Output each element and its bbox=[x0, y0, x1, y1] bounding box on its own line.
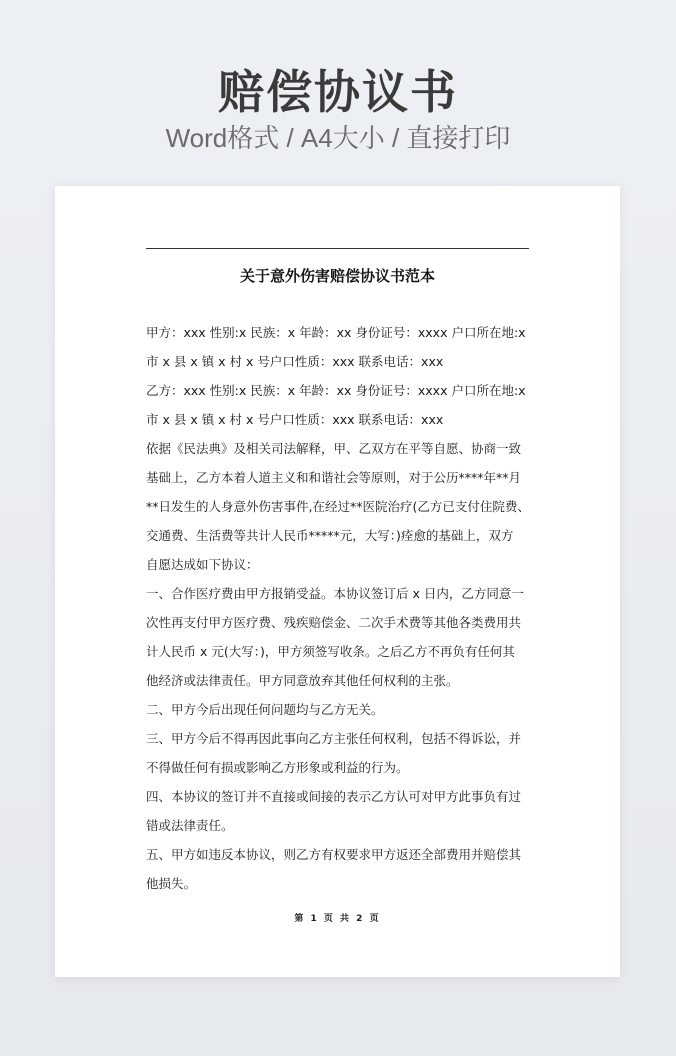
body-line: 五、甲方如违反本协议，则乙方有权要求甲方返还全部费用并赔偿其 bbox=[146, 847, 522, 862]
header-divider bbox=[146, 248, 529, 249]
body-line: 计人民币 x 元(大写：)，甲方须签写收条。之后乙方不再负有任何其 bbox=[146, 644, 515, 659]
body-line: 依据《民法典》及相关司法解释，甲、乙双方在平等自愿、协商一致 bbox=[146, 441, 522, 456]
document-body bbox=[146, 318, 532, 898]
body-line: 市 x 县 x 镇 x 村 x 号户口性质：xxx 联系电话：xxx bbox=[146, 412, 444, 427]
body-line: 次性再支付甲方医疗费、残疾赔偿金、二次手术费等其他各类费用共 bbox=[146, 615, 522, 630]
body-line: 不得做任何有损或影响乙方形象或利益的行为。 bbox=[146, 760, 409, 775]
banner-subtitle: Word格式 / A4大小 / 直接打印 bbox=[165, 123, 511, 153]
body-line: 四、本协议的签订并不直接或间接的表示乙方认可对甲方此事负有过 bbox=[146, 789, 522, 804]
body-line: 基础上，乙方本着人道主义和和谐社会等原则，对于公历****年**月 bbox=[146, 470, 522, 485]
banner-title: 赔偿协议书 bbox=[218, 65, 458, 119]
body-line: 乙方：xxx 性别:x 民族：x 年龄：xx 身份证号：xxxx 户口所在地:x bbox=[146, 383, 526, 398]
body-line: 自愿达成如下协议： bbox=[146, 557, 259, 572]
body-line: 他损失。 bbox=[146, 876, 197, 891]
body-line: 市 x 县 x 镇 x 村 x 号户口性质：xxx 联系电话：xxx bbox=[146, 354, 444, 369]
body-line: 错或法律责任。 bbox=[146, 818, 234, 833]
document-title: 关于意外伤害赔偿协议书范本 bbox=[239, 267, 435, 285]
body-line: 甲方：xxx 性别:x 民族：x 年龄：xx 身份证号：xxxx 户口所在地:x bbox=[146, 325, 526, 340]
body-line: 二、甲方今后出现任何问题均与乙方无关。 bbox=[146, 702, 384, 717]
body-line: 三、甲方今后不得再因此事向乙方主张任何权利，包括不得诉讼，并 bbox=[146, 731, 522, 746]
body-line: 他经济或法律责任。甲方同意放弃其他任何权利的主张。 bbox=[146, 673, 459, 688]
body-line: **日发生的人身意外伤害事件,在经过**医院治疗(乙方已支付住院费、 bbox=[146, 499, 530, 514]
body-line: 交通费、生活费等共计人民币*****元，大写：)痊愈的基础上，双方 bbox=[146, 528, 514, 543]
page-number-footer: 第 1 页 共 2 页 bbox=[294, 914, 381, 924]
body-line: 一、合作医疗费由甲方报销受益。本协议签订后 x 日内，乙方同意一 bbox=[146, 586, 524, 601]
document-page bbox=[55, 186, 620, 977]
